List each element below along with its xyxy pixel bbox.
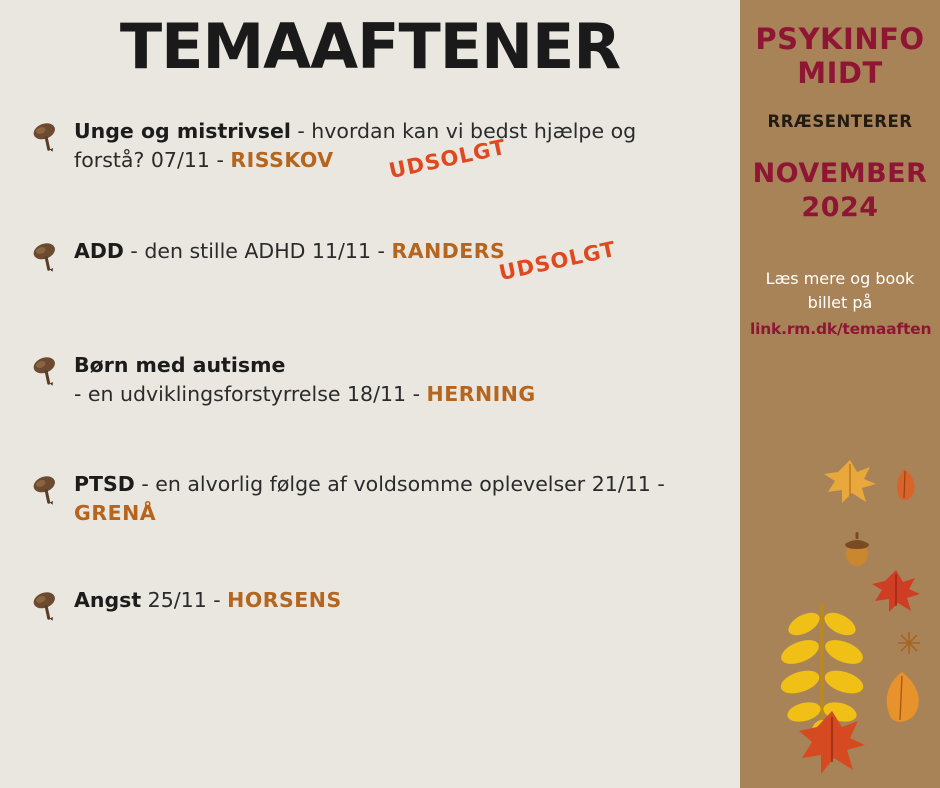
event-text xyxy=(74,586,342,615)
autumn-decoration xyxy=(740,440,940,788)
status-badge: UDSOLGT xyxy=(496,237,619,286)
event-title: PTSD xyxy=(74,471,135,496)
booking-link[interactable]: link.rm.dk/temaaften xyxy=(750,319,932,338)
year-label: 2024 xyxy=(801,192,879,224)
pushpin-icon xyxy=(28,586,68,622)
month-year xyxy=(740,157,940,225)
autumn-leaf-icon xyxy=(822,458,878,508)
event-text xyxy=(74,237,505,266)
event-city: RISSKOV xyxy=(230,148,334,173)
seed-pod-icon xyxy=(896,630,922,660)
list-item xyxy=(28,351,716,409)
page-title: TEMAAFTENER xyxy=(119,10,621,83)
status-badge: UDSOLGT xyxy=(386,134,509,184)
event-city: RANDERS xyxy=(391,239,506,264)
acorn-icon xyxy=(840,530,874,572)
event-city: HORSENS xyxy=(227,587,342,612)
event-title: Børn med autisme xyxy=(74,353,286,378)
pushpin-icon xyxy=(28,117,68,153)
event-description: - hvordan kan vi bedst hjælpe og forstå? 07/11 - xyxy=(74,119,637,173)
list-item xyxy=(28,470,716,528)
autumn-leaf-icon xyxy=(892,468,918,506)
event-text xyxy=(74,470,674,528)
event-list xyxy=(0,117,740,638)
event-title: Angst xyxy=(74,587,142,612)
pushpin-icon xyxy=(28,470,68,506)
pushpin-icon xyxy=(28,237,68,273)
pushpin-icon xyxy=(28,351,68,387)
event-city: GRENÅ xyxy=(74,500,157,525)
poster-sidebar xyxy=(740,0,940,788)
event-description: 25/11 - xyxy=(141,587,228,612)
event-title: ADD xyxy=(74,239,124,264)
event-title: Unge og mistrivsel xyxy=(74,119,291,144)
list-item xyxy=(28,117,716,184)
autumn-leaf-icon xyxy=(880,670,924,730)
event-description: - den stille ADHD 11/11 - xyxy=(123,239,392,264)
booking-info xyxy=(740,267,940,341)
presents-label: RRÆSENTERER xyxy=(767,112,913,132)
brand-line-2: MIDT xyxy=(797,56,883,91)
list-item xyxy=(28,586,716,638)
brand-line-1: PSYKINFO xyxy=(755,22,925,56)
autumn-leaf-icon xyxy=(870,568,922,618)
month-label: NOVEMBER xyxy=(752,158,928,190)
booking-line-2: billet på xyxy=(807,292,873,312)
event-text xyxy=(74,117,674,175)
event-description: - en udviklingsforstyrrelse 18/11 - xyxy=(74,382,427,407)
autumn-leaf-icon xyxy=(796,708,868,784)
event-city: HERNING xyxy=(426,382,536,407)
brand-name xyxy=(740,22,940,90)
event-text xyxy=(74,351,536,409)
list-item xyxy=(28,237,716,289)
booking-line-1: Læs mere og book xyxy=(765,268,915,288)
event-description: - en alvorlig følge af voldsomme oplevelser 21/11 - xyxy=(134,471,665,496)
